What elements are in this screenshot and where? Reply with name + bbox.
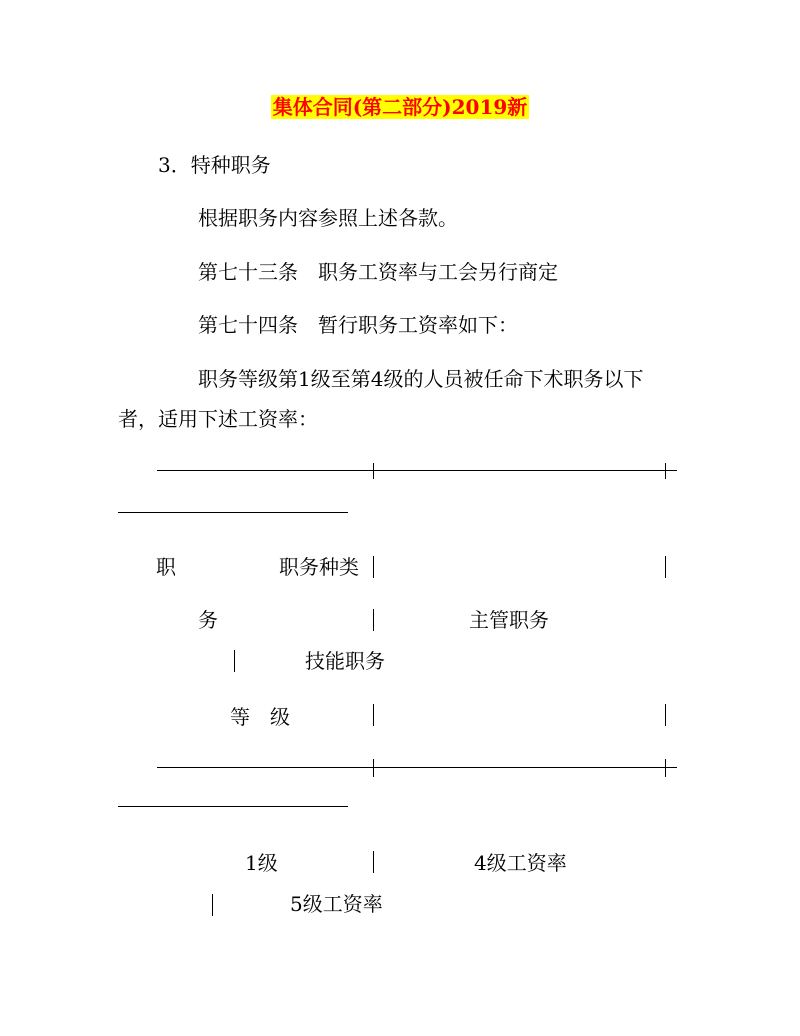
table-row1-rate4: 4级工资率	[474, 851, 567, 875]
table-header-wu: 务	[198, 608, 218, 632]
table-mid-rule	[157, 767, 677, 768]
table-header-main: 主管职务	[469, 608, 549, 632]
table-col-separator	[373, 556, 374, 578]
section-heading-special: 3．特种职务	[158, 153, 271, 177]
table-header-type: 职务种类	[279, 555, 359, 579]
table-col-separator	[373, 851, 374, 873]
table-col-separator	[373, 609, 374, 631]
table-top-rule-continued	[118, 512, 348, 513]
paragraph-grade-line-2: 者，适用下述工资率：	[118, 407, 318, 431]
document-title-text: 集体合同(第二部分)2019新	[272, 95, 528, 119]
table-top-separator-right	[665, 463, 666, 479]
table-mid-separator-right	[665, 759, 666, 777]
table-top-separator	[373, 463, 374, 479]
paragraph-grade-line-1: 职务等级第1级至第4级的人员被任命下术职务以下	[198, 367, 644, 391]
table-mid-separator	[373, 759, 374, 777]
table-row1-rate5: 5级工资率	[290, 892, 383, 916]
table-col-separator-right	[665, 704, 666, 726]
table-col-separator-wrapped	[212, 894, 213, 916]
table-header-zhi: 职	[156, 555, 176, 579]
table-col-separator-wrapped	[234, 650, 235, 672]
table-top-rule	[157, 470, 677, 471]
table-header-skill: 技能职务	[305, 649, 385, 673]
article-73: 第七十三条 职务工资率与工会另行商定	[198, 260, 558, 284]
table-row1-grade: 1级	[245, 851, 278, 875]
document-title	[0, 92, 800, 122]
table-col-separator-right	[665, 556, 666, 578]
table-header-grade: 等 级	[230, 705, 290, 729]
paragraph-refer: 根据职务内容参照上述各款。	[198, 206, 458, 230]
article-74: 第七十四条 暂行职务工资率如下：	[198, 313, 518, 337]
table-col-separator	[373, 704, 374, 726]
table-mid-rule-continued	[118, 806, 348, 807]
